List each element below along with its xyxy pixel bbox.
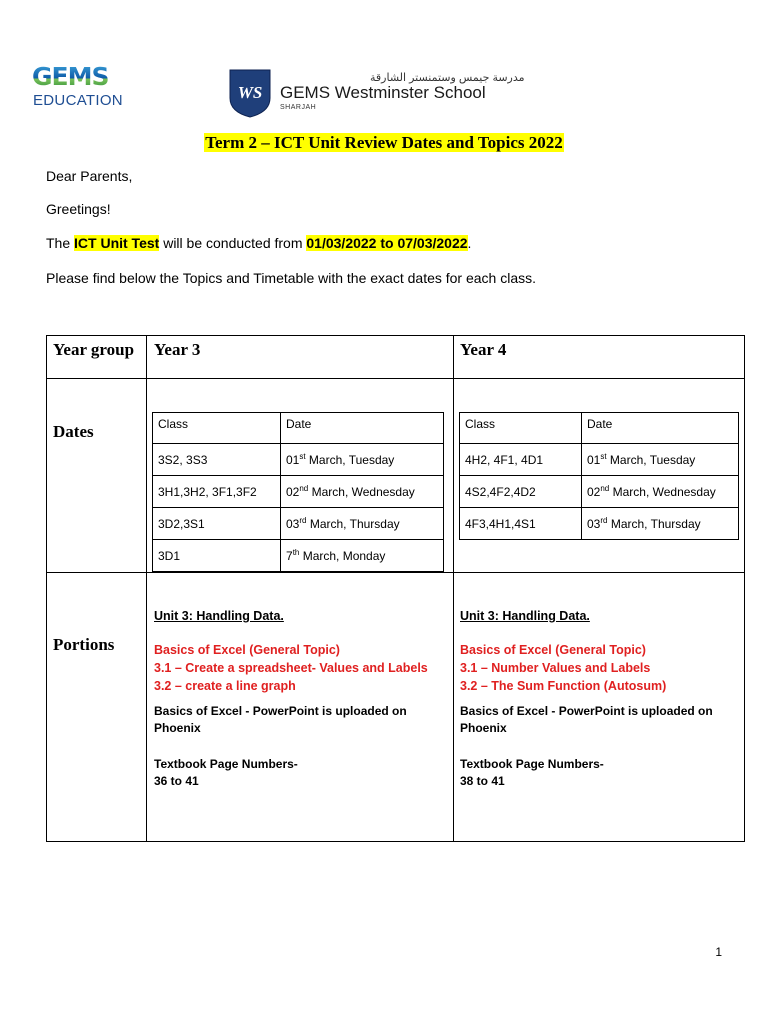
year3-dates-cell xyxy=(146,378,454,573)
topic-item: 3.1 – Number Values and Labels xyxy=(460,661,651,675)
topic-item: 3.2 – create a line graph xyxy=(154,679,296,693)
date-rest: March, Tuesday xyxy=(606,453,696,467)
class-cell: 4F3,4H1,4S1 xyxy=(460,508,582,540)
greeting: Greetings! xyxy=(46,201,111,217)
text-fragment: The xyxy=(46,235,75,251)
date-cell xyxy=(582,444,739,476)
date-day: 02 xyxy=(587,485,601,499)
table-row xyxy=(460,476,739,508)
table-row xyxy=(153,540,444,572)
page-number: 1 xyxy=(715,945,722,959)
school-name: GEMS Westminster School xyxy=(280,83,486,102)
date-suffix: st xyxy=(299,452,306,461)
class-header: Class xyxy=(153,413,281,444)
class-cell: 3D2,3S1 xyxy=(153,508,281,540)
instructions-line: Please find below the Topics and Timetable with the exact dates for each class. xyxy=(46,270,537,286)
note-line: Basics of Excel - PowerPoint is uploaded on xyxy=(460,704,713,718)
date-day: 03 xyxy=(587,517,601,531)
date-header: Date xyxy=(582,413,739,444)
unit-title: Unit 3: Handling Data. xyxy=(154,609,284,623)
dates-label: Dates xyxy=(53,422,94,441)
year4-portions xyxy=(460,607,713,790)
table-row xyxy=(153,508,444,540)
highlight-date-range: 01/03/2022 to 07/03/2022 xyxy=(306,235,468,251)
date-day: 03 xyxy=(286,517,300,531)
schedule-header-row xyxy=(460,413,739,444)
text-fragment: will be conducted from xyxy=(159,235,307,251)
year3-portions-cell xyxy=(146,572,454,842)
date-suffix: rd xyxy=(299,516,307,525)
date-suffix: rd xyxy=(600,516,608,525)
date-cell xyxy=(582,476,739,508)
note-line: Phoenix xyxy=(460,721,507,735)
class-cell: 3S2, 3S3 xyxy=(153,444,281,476)
date-day: 02 xyxy=(286,485,300,499)
date-rest: March, Thursday xyxy=(607,517,701,531)
date-suffix: nd xyxy=(600,484,610,493)
year3-schedule-table xyxy=(152,412,444,572)
class-cell: 3H1,3H2, 3F1,3F2 xyxy=(153,476,281,508)
date-rest: March, Wednesday xyxy=(609,485,716,499)
date-cell xyxy=(281,540,444,572)
highlight-ict-unit-test: ICT Unit Test xyxy=(74,235,160,251)
class-cell: 4S2,4F2,4D2 xyxy=(460,476,582,508)
date-header: Date xyxy=(281,413,444,444)
school-city: SHARJAH xyxy=(280,104,317,111)
date-rest: March, Tuesday xyxy=(305,453,395,467)
date-suffix: st xyxy=(600,452,607,461)
topic-item: 3.2 – The Sum Function (Autosum) xyxy=(460,679,667,693)
title-text: Term 2 – ICT Unit Review Dates and Topics 2022 xyxy=(205,133,563,152)
class-header: Class xyxy=(460,413,582,444)
topic-item: Basics of Excel (General Topic) xyxy=(154,643,340,657)
topic-item: 3.1 – Create a spreadsheet- Values and Labels xyxy=(154,661,428,675)
date-suffix: th xyxy=(292,548,300,557)
schedule-header-row xyxy=(153,413,444,444)
gems-logo-sub: EDUCATION xyxy=(33,92,123,109)
salutation: Dear Parents, xyxy=(46,168,133,184)
date-day: 01 xyxy=(286,453,300,467)
portions-label-cell xyxy=(46,572,147,842)
school-badge-icon xyxy=(228,68,272,118)
year3-header-cell xyxy=(146,335,454,379)
class-cell: 3D1 xyxy=(153,540,281,572)
date-cell xyxy=(582,508,739,540)
portions-label: Portions xyxy=(53,635,115,654)
date-day: 01 xyxy=(587,453,601,467)
year4-schedule-table xyxy=(459,412,739,540)
class-cell: 4H2, 4F1, 4D1 xyxy=(460,444,582,476)
year3-portions xyxy=(154,607,428,790)
school-name-arabic: مدرسة جيمس وستمنستر الشارقة xyxy=(370,72,525,84)
table-row xyxy=(153,444,444,476)
year4-portions-cell xyxy=(453,572,745,842)
review-table xyxy=(46,335,745,842)
date-rest: March, Wednesday xyxy=(308,485,415,499)
school-badge-text: WS xyxy=(237,83,263,102)
textbook-pages: 36 to 41 xyxy=(154,774,199,788)
date-suffix: nd xyxy=(299,484,309,493)
topic-item: Basics of Excel (General Topic) xyxy=(460,643,646,657)
table-row xyxy=(153,476,444,508)
textbook-label: Textbook Page Numbers- xyxy=(460,757,604,771)
note-line: Basics of Excel - PowerPoint is uploaded on xyxy=(154,704,407,718)
year4-header: Year 4 xyxy=(460,340,507,359)
year4-dates-cell xyxy=(453,378,745,573)
gems-education-logo xyxy=(32,64,142,112)
year-group-label-cell xyxy=(46,335,147,379)
unit-title: Unit 3: Handling Data. xyxy=(460,609,590,623)
textbook-pages: 38 to 41 xyxy=(460,774,505,788)
textbook-label: Textbook Page Numbers- xyxy=(154,757,298,771)
table-row xyxy=(460,508,739,540)
gems-logo-text: GEMS xyxy=(32,62,109,91)
year-group-label: Year group xyxy=(53,340,135,359)
year3-header: Year 3 xyxy=(154,340,201,359)
text-fragment: . xyxy=(467,235,472,251)
test-dates-line xyxy=(46,235,471,251)
dates-label-cell xyxy=(46,378,147,573)
table-row xyxy=(460,444,739,476)
date-rest: March, Monday xyxy=(299,549,386,563)
date-day: 7 xyxy=(286,549,293,563)
document-title xyxy=(0,133,768,153)
note-line: Phoenix xyxy=(154,721,201,735)
year4-header-cell xyxy=(453,335,745,379)
date-rest: March, Thursday xyxy=(306,517,400,531)
date-cell xyxy=(281,508,444,540)
date-cell xyxy=(281,476,444,508)
date-cell xyxy=(281,444,444,476)
